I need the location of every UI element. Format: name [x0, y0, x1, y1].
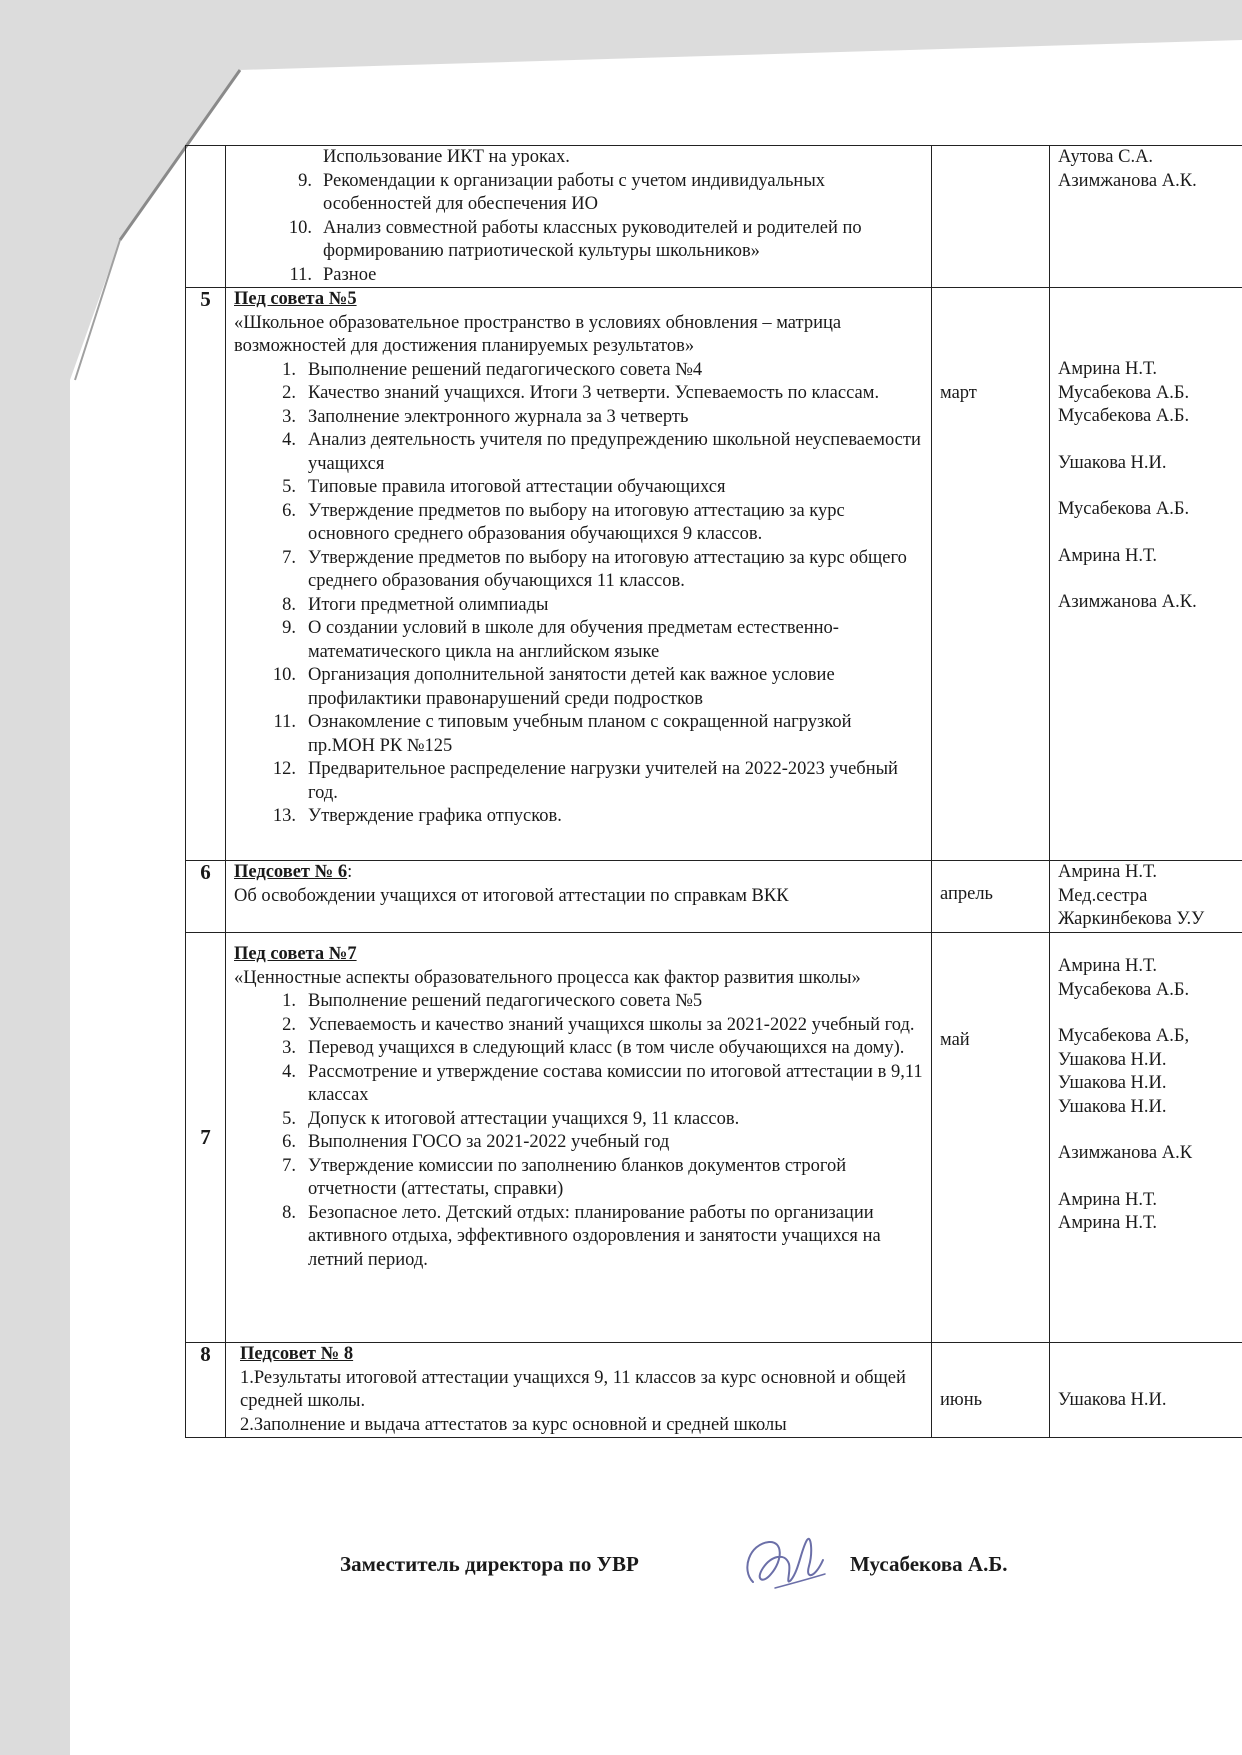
responsible-name: Мусабекова А.Б. [1058, 499, 1190, 519]
list-item: 8. Безопасное лето. Детский отдых: планирование работы по организации активного отдыха, эффективного оздоровления и занятости учащихся на летний период. [282, 1202, 881, 1270]
list-item: 9. О создании условий в школе для обучения предметам естественно-математического цикла на английском языке [282, 618, 839, 662]
list-item: 8. Итоги предметной олимпиады [282, 594, 549, 615]
signatory-role: Заместитель директора по УВР [340, 1552, 639, 1576]
list-item: 12. Предварительное распределение нагрузки учителей на 2022-2023 учебный год. [272, 759, 898, 803]
responsible-name: Азимжанова А.К [1058, 1143, 1193, 1163]
responsible-name: Ушакова Н.И. [1058, 1073, 1167, 1093]
responsible-name [1058, 568, 1237, 591]
responsible-name: Азимжанова А.К. [1058, 592, 1197, 612]
table-row [186, 1343, 1242, 1438]
responsible-name [1058, 429, 1237, 452]
list-item: 3. Заполнение электронного журнала за 3 четверть [282, 406, 689, 427]
responsible-name: Ушакова Н.И. [1058, 1390, 1167, 1410]
list-item: 5. Типовые правила итоговой аттестации обучающихся [282, 477, 726, 497]
responsible-cell [1050, 146, 1242, 288]
pedsovet-theme: Об освобождении учащихся от итоговой аттестации по справкам ВКК [234, 885, 789, 906]
list-item: 5. Допуск к итоговой аттестации учащихся 9, 11 классов. [282, 1108, 740, 1129]
month-cell: март [932, 288, 1050, 861]
row-number: 6 [186, 861, 226, 933]
signatory-name: Мусабекова А.Б. [850, 1552, 1008, 1576]
handwritten-signature-icon [735, 1530, 835, 1600]
table-row [186, 146, 1242, 288]
responsible-name: Амрина Н.Т. [1058, 1213, 1158, 1233]
pedsovet-title: Пед совета №7 [234, 944, 357, 964]
row-number: 7 [186, 933, 226, 1343]
responsible-name: Мусабекова А.Б. [1058, 979, 1190, 1000]
pedsovet-title: Педсовет № 6 [234, 862, 348, 882]
row-number [186, 146, 226, 288]
month-cell: май [932, 933, 1050, 1343]
responsible-name: Мусабекова А.Б. [1058, 382, 1190, 403]
row-content: Педсовет № 6: Об освобождении учащихся от итоговой аттестации по справкам ВКК [226, 861, 932, 933]
responsible-cell [1050, 933, 1242, 1343]
responsible-name: Ушакова Н.И. [1058, 1096, 1167, 1117]
row-number: 8 [186, 1343, 226, 1438]
responsible-cell [1050, 288, 1242, 861]
list-item: 6. Утверждение предметов по выбору на итоговую аттестацию за курс основного среднего образования обучающихся 9 классов. [282, 500, 845, 544]
responsible-name: Ушакова Н.И. [1058, 1049, 1167, 1070]
row-content [226, 1343, 932, 1438]
list-item: 7. Утверждение комиссии по заполнению бланков документов строгой отчетности (аттестаты, справки) [282, 1155, 847, 1199]
list-item: 6. Выполнения ГОСО за 2021-2022 учебный год [282, 1132, 670, 1152]
list-item: 1. Выполнение решений педагогического совета №4 [282, 359, 703, 380]
table-row [186, 861, 1242, 933]
pedsovet-title: Педсовет № 8 [240, 1344, 354, 1364]
pedsovet-line: 2.Заполнение и выдача аттестатов за курс основной и средней школы [240, 1414, 787, 1435]
responsible-name: Азимжанова А.К. [1058, 170, 1197, 191]
pedsovet-title: Пед совета №5 [234, 289, 357, 309]
row-number: 5 [186, 288, 226, 861]
list-item: 11. Ознакомление с типовым учебным планом с сокращенной нагрузкой пр.МОН РК №125 [273, 712, 852, 756]
table-row [186, 288, 1242, 861]
responsible-name: Жаркинбекова У.У [1058, 909, 1205, 929]
pedsovet-theme: «Школьное образовательное пространство в условиях обновления – матрица возможностей для достижения планируемых результатов» [234, 312, 842, 356]
list-item: 11. Разное [289, 264, 377, 285]
pedsovet-plan-table [185, 145, 1242, 1438]
responsible-name: Мусабекова А.Б, [1058, 1026, 1190, 1046]
responsible-name [1058, 522, 1237, 545]
responsible-cell [1050, 1343, 1242, 1438]
list-item: 4. Анализ деятельность учителя по предупреждению школьной неуспеваемости учащихся [282, 430, 921, 474]
responsible-name: Мед.сестра [1058, 885, 1148, 906]
responsible-name: Амрина Н.Т. [1058, 359, 1158, 379]
table-row [186, 933, 1242, 1343]
list-item: 10. Анализ совместной работы классных руководителей и родителей по формированию патриотической культуры школьников» [288, 217, 862, 261]
month-cell [932, 146, 1050, 288]
row-content [226, 288, 932, 861]
row-content [226, 933, 932, 1343]
pedsovet-line: 1.Результаты итоговой аттестации учащихся 9, 11 классов за курс основной и общей средней школы. [240, 1367, 906, 1411]
list-item: 2. Качество знаний учащихся. Итоги 3 четверти. Успеваемость по классам. [282, 383, 880, 403]
responsible-name [1058, 1119, 1237, 1142]
list-item: 13. Утверждение графика отпусков. [272, 806, 562, 826]
list-item: 10. Организация дополнительной занятости детей как важное условие профилактики правонарушений среди подростков [272, 665, 835, 709]
responsible-name: Амрина Н.Т. [1058, 545, 1158, 566]
responsible-name: Мусабекова А.Б. [1058, 406, 1190, 426]
list-item: 3. Перевод учащихся в следующий класс (в том числе обучающихся на дому). [282, 1038, 905, 1058]
responsible-name: Ушакова Н.И. [1058, 452, 1167, 473]
list-item: 2. Успеваемость и качество знаний учащихся школы за 2021-2022 учебный год. [282, 1014, 915, 1035]
list-item: Использование ИКТ на уроках. [323, 147, 570, 167]
responsible-name: Амрина Н.Т. [1058, 956, 1158, 976]
list-item: 9. Рекомендации к организации работы с учетом индивидуальных особенностей для обеспечения ИО [298, 170, 826, 214]
responsible-cell [1050, 861, 1242, 933]
responsible-name: Амрина Н.Т. [1058, 862, 1158, 882]
pedsovet-theme: «Ценностные аспекты образовательного процесса как фактор развития школы» [234, 967, 861, 988]
responsible-name [1058, 475, 1237, 498]
responsible-name [1058, 1002, 1237, 1025]
list-item: 1. Выполнение решений педагогического совета №5 [282, 991, 703, 1011]
list-item: 7. Утверждение предметов по выбору на итоговую аттестацию за курс общего среднего образования обучающихся 11 классов. [282, 547, 907, 591]
list-item: 4. Рассмотрение и утверждение состава комиссии по итоговой аттестации в 9,11 классах [282, 1061, 923, 1105]
signature-block [340, 1530, 1140, 1600]
responsible-name [1058, 1166, 1237, 1189]
responsible-name: Аутова С.А. [1058, 147, 1154, 167]
row-content [226, 146, 932, 288]
month-cell: июнь [932, 1343, 1050, 1438]
month-cell: апрель [932, 861, 1050, 933]
responsible-name: Амрина Н.Т. [1058, 1189, 1158, 1210]
